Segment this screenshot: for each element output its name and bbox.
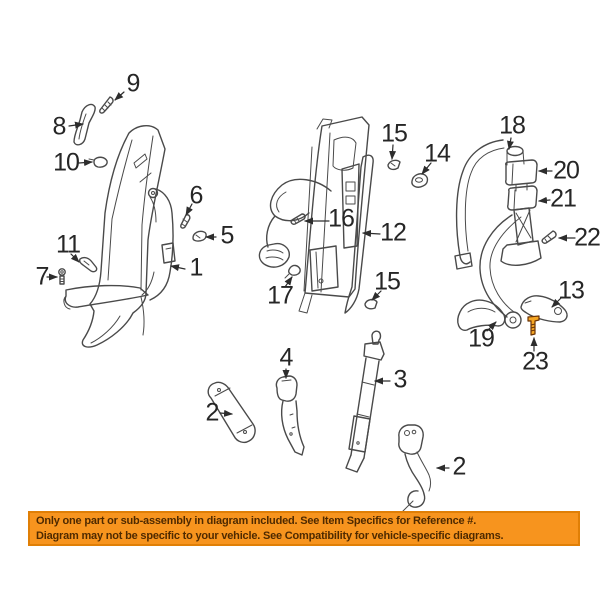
- part-5-clip-drawing: [193, 231, 206, 241]
- callout-label-11: 11: [56, 230, 80, 259]
- callout-label-9: 9: [126, 69, 140, 98]
- callout-label-22: 22: [574, 223, 600, 252]
- callout-arrow-2-left: [220, 413, 232, 414]
- part-14-nut-drawing: [412, 174, 428, 187]
- disclaimer-line-2: Diagram may not be specific to your vehicle. See Compatibility for vehicle-specific diagrams.: [36, 530, 504, 542]
- callout-label-15-lower: 15: [374, 267, 400, 296]
- part-9-screw-drawing: [100, 97, 113, 113]
- callout-label-15-upper: 15: [381, 119, 407, 148]
- right-seat-belt-retractor-assembly-drawing: [455, 140, 541, 328]
- callout-label-12: 12: [380, 218, 406, 247]
- callout-label-18: 18: [499, 111, 525, 140]
- part-15-lower-clip-drawing: [365, 300, 377, 309]
- left-pillar-seat-belt-assembly-drawing: [64, 126, 175, 347]
- callout-label-3: 3: [393, 365, 407, 394]
- callout-label-4: 4: [279, 343, 293, 372]
- part-4-buckle-drawing: [276, 376, 304, 455]
- disclaimer-line-1: Only one part or sub-assembly in diagram included. See Item Specifics for Reference #.: [36, 515, 477, 527]
- callout-arrow-1: [171, 266, 185, 269]
- callout-arrow-21: [539, 200, 550, 201]
- part-15-upper-clip-drawing: [388, 160, 400, 169]
- callout-label-6: 6: [189, 181, 203, 210]
- part-16-screw-drawing: [291, 214, 305, 224]
- part-11-clip-drawing: [80, 258, 97, 272]
- callout-label-20: 20: [553, 156, 579, 185]
- callout-arrow-9: [115, 92, 124, 100]
- part-7-screw-drawing: [59, 269, 65, 284]
- callout-label-2-right: 2: [452, 452, 466, 481]
- part-22-screw-drawing: [542, 231, 556, 243]
- callout-label-1: 1: [189, 253, 203, 282]
- callout-label-2-left: 2: [205, 398, 219, 427]
- callout-label-14: 14: [424, 139, 450, 168]
- part-6-screw-drawing: [181, 215, 190, 228]
- callout-label-17: 17: [267, 281, 293, 310]
- part-23-highlighted-bolt: [528, 316, 539, 335]
- callout-label-19: 19: [468, 324, 494, 353]
- disclaimer-banner: [28, 511, 580, 546]
- part-3-center-belt-drawing: [346, 331, 384, 472]
- callout-label-7: 7: [35, 262, 49, 291]
- callout-arrow-8: [69, 124, 83, 126]
- callout-label-5: 5: [220, 221, 234, 250]
- callout-label-16: 16: [328, 204, 354, 233]
- callout-label-21: 21: [550, 184, 576, 213]
- callout-label-13: 13: [558, 276, 584, 305]
- callout-arrow-10: [79, 162, 92, 163]
- callout-label-10: 10: [53, 148, 79, 177]
- part-2-right-buckle-drawing: [399, 425, 431, 511]
- callout-label-23: 23: [522, 347, 548, 376]
- part-17-clip-drawing: [285, 265, 300, 278]
- callout-label-8: 8: [52, 112, 66, 141]
